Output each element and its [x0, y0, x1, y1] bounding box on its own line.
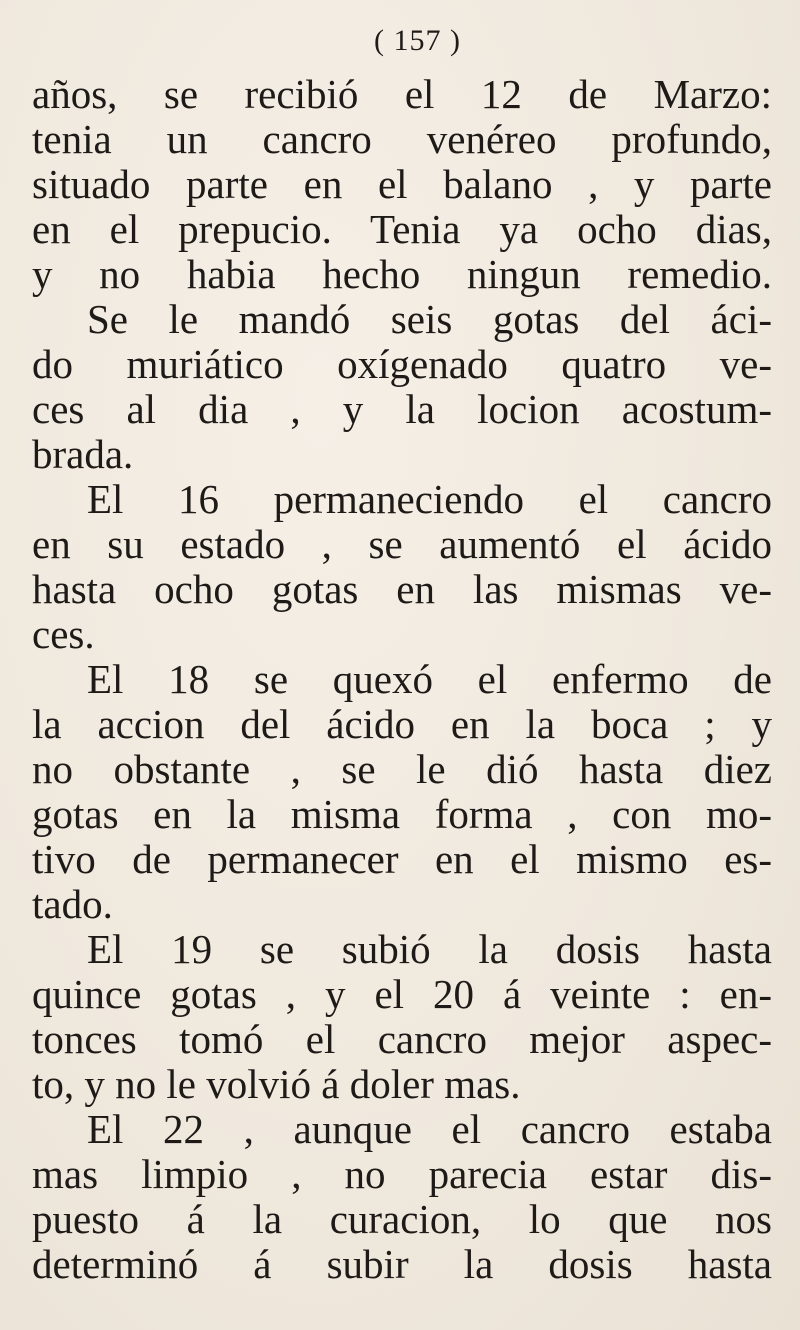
- paragraph-start-line: El 19 se subió la dosis hasta: [87, 926, 772, 972]
- text-line: mas limpio , no parecia estar dis-: [32, 1151, 772, 1197]
- text-line: hasta ocho gotas en las mismas ve-: [32, 566, 772, 612]
- paragraph-start-line: El 18 se quexó el enfermo de: [87, 656, 772, 702]
- text-line: tonces tomó el cancro mejor aspec-: [32, 1016, 772, 1062]
- text-line: ces al dia , y la locion acostum-: [32, 386, 772, 432]
- text-line: do muriático oxígenado quatro ve-: [32, 341, 772, 387]
- text-line: tenia un cancro venéreo profundo,: [32, 116, 772, 162]
- text-line: gotas en la misma forma , con mo-: [32, 791, 772, 837]
- text-line: tivo de permanecer en el mismo es-: [32, 836, 772, 882]
- text-line: la accion del ácido en la boca ; y: [32, 701, 772, 747]
- text-line: años, se recibió el 12 de Marzo:: [32, 71, 772, 117]
- text-line: en su estado , se aumentó el ácido: [32, 521, 772, 567]
- text-line: no obstante , se le dió hasta diez: [32, 746, 772, 792]
- paragraph-start-line: El 22 , aunque el cancro estaba: [87, 1106, 772, 1152]
- paragraph-end-line: tado.: [32, 881, 113, 927]
- paragraph-end-line: brada.: [32, 431, 134, 477]
- text-line: determinó á subir la dosis hasta: [32, 1241, 772, 1287]
- paragraph-start-line: El 16 permaneciendo el cancro: [87, 476, 772, 522]
- page-number: ( 157 ): [374, 24, 461, 57]
- paragraph-end-line: to, y no le volvió á doler mas.: [32, 1061, 521, 1107]
- text-line: en el prepucio. Tenia ya ocho dias,: [32, 206, 772, 252]
- text-line: quince gotas , y el 20 á veinte : en-: [32, 971, 772, 1017]
- paragraph-end-line: ces.: [32, 611, 95, 657]
- paragraph-start-line: Se le mandó seis gotas del áci-: [87, 296, 772, 342]
- text-line: y no habia hecho ningun remedio.: [32, 251, 772, 297]
- text-line: situado parte en el balano , y parte: [32, 161, 772, 207]
- text-line: puesto á la curacion, lo que nos: [32, 1196, 772, 1242]
